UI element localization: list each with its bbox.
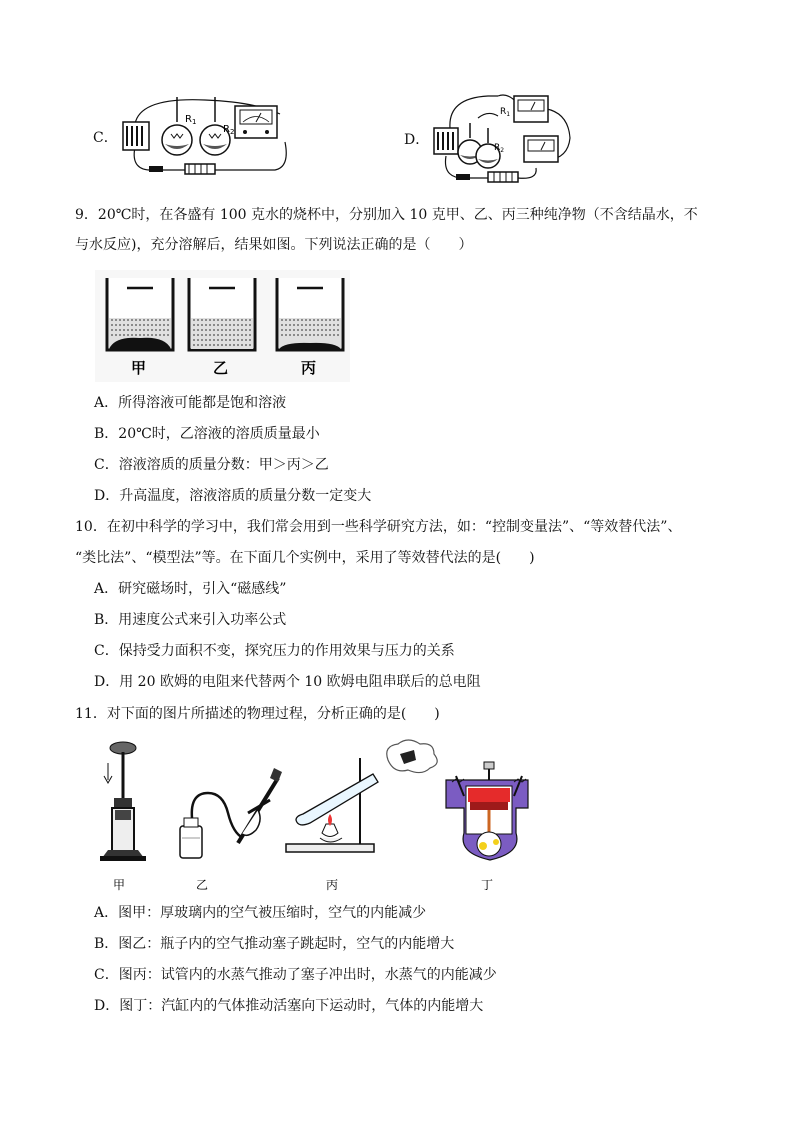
question-10-stem-line: 10．在初中科学的学习中，我们常会用到一些科学研究方法，如：“控制变量法”、“等效替代法”、	[75, 519, 682, 535]
test-tube-icon	[296, 774, 378, 825]
switch-icon	[456, 174, 470, 180]
question-11-option-c: C．图丙：试管内的水蒸气推动了塞子冲出时，水蒸气的内能减少	[94, 967, 497, 983]
question-11-stem: 11．对下面的图片所描述的物理过程，分析正确的是( )	[75, 706, 440, 722]
resistor-label-r2: $R_2$	[494, 143, 505, 154]
resistor-label-r1: $R_1$	[185, 114, 197, 126]
fig-bing-test-tube	[286, 740, 437, 852]
question-11-option-a: A．图甲：厚玻璃内的空气被压缩时，空气的内能减少	[94, 905, 427, 921]
fig-jia-compression-cylinder	[100, 742, 146, 861]
question-10-option-b: B．用速度公式来引入功率公式	[94, 612, 287, 628]
beaker-bing	[277, 278, 343, 350]
question-11-option-d: D．图丁：汽缸内的气体推动活塞向下运动时，气体的内能增大	[94, 998, 484, 1014]
question-9-stem-line: 与水反应)，充分溶解后，结果如图。下列说法正确的是（ ）	[75, 237, 473, 253]
beaker-jia	[107, 278, 173, 350]
question-9-stem	[75, 200, 735, 260]
option-c-label: C．	[93, 130, 118, 146]
question-9-option-a: A．所得溶液可能都是饱和溶液	[94, 395, 287, 411]
question-9-option-d: D．升高温度，溶液溶质的质量分数一定变大	[94, 488, 372, 504]
question-10-option-d: D．用 20 欧姆的电阻来代替两个 10 欧姆电阻串联后的总电阻	[94, 674, 481, 690]
resistor-label-r2: $R_2$	[223, 124, 235, 136]
piston-icon	[470, 802, 508, 810]
figure-label: 丁	[481, 878, 494, 892]
beaker-yi	[189, 278, 255, 350]
flask-icon	[162, 125, 192, 155]
question-11-option-b: B．图乙：瓶子内的空气推动塞子跳起时，空气的内能增大	[94, 936, 455, 952]
fig-ding-engine-cylinder	[446, 762, 528, 860]
question-9-option-b: B．20℃时，乙溶液的溶质质量最小	[94, 426, 320, 442]
option-d-label: D．	[404, 132, 430, 148]
beakers-figure	[95, 270, 350, 382]
figure-label: 丙	[326, 878, 339, 892]
thermal-figures	[98, 738, 538, 893]
question-10-stem-line: “类比法”、“模型法”等。在下面几个实例中，采用了等效替代法的是( )	[75, 550, 535, 566]
hand-icon	[242, 810, 260, 835]
figure-label: 甲	[113, 878, 126, 892]
resistor-label-r1: $R_1$	[500, 107, 511, 118]
beaker-label: 甲	[131, 359, 147, 377]
question-10-option-a: A．研究磁场时，引入“磁感线”	[94, 581, 287, 597]
figure-label: 乙	[196, 878, 209, 892]
piston-chamber	[468, 788, 510, 802]
fig-yi-bottle-pump	[180, 768, 282, 858]
question-9-stem-line: 9．20℃时，在各盛有 100 克水的烧杯中，分别加入 10 克甲、乙、丙三种纯净物（不含结晶水，不	[75, 207, 698, 223]
beaker-label: 乙	[213, 359, 229, 377]
circuit-figure-d	[428, 88, 578, 188]
switch-icon	[149, 166, 163, 172]
beaker-label: 丙	[301, 359, 317, 377]
question-10-option-c: C．保持受力面积不变，探究压力的作用效果与压力的关系	[94, 643, 455, 659]
circuit-figure-c	[115, 92, 305, 182]
question-9-option-c: C．溶液溶质的质量分数：甲＞丙＞乙	[94, 457, 329, 473]
rheostat-icon	[488, 172, 518, 182]
